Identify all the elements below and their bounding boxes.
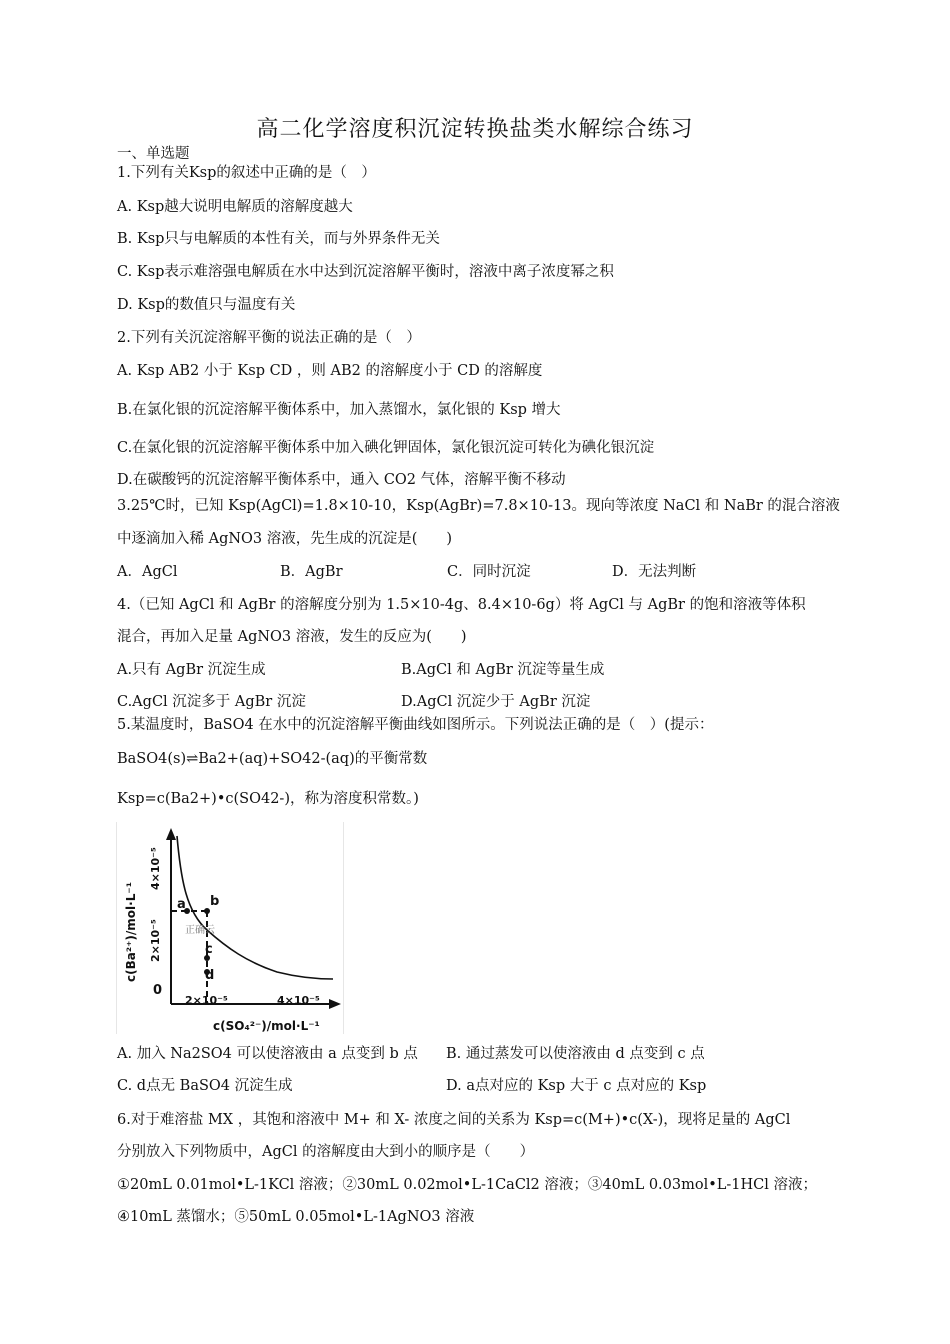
y-axis-label: c(Ba²⁺)/mol·L⁻¹ [124,882,138,982]
q4-option-b: B.AgCl 和 AgBr 沉淀等量生成 [401,662,605,678]
q3-option-b: B．AgBr [280,564,343,580]
q4-option-a: A.只有 AgBr 沉淀生成 [117,662,266,678]
q1-stem: 1.下列有关Ksp的叙述中正确的是（ ） [117,165,376,181]
q2-option-a: A. Ksp AB2 小于 Ksp CD ，则 AB2 的溶解度小于 CD 的溶解度 [117,363,543,379]
q6-stem-line3: ①20mL 0.01mol•L-1KCl 溶液；②30mL 0.02mol•L-1CaCl2 溶液；③40mL 0.03mol•L-1HCl 溶液； [117,1177,818,1193]
q3-stem-line1: 3.25℃时，已知 Ksp(AgCl)=1.8×10-10，Ksp(AgBr)=7.8×10-13。现向等浓度 NaCl 和 NaBr 的混合溶液 [117,498,840,514]
x-tick-2: 4×10⁻⁵ [277,994,320,1007]
q4-stem-line2: 混合，再加入足量 AgNO3 溶液，发生的反应为( ) [117,629,467,645]
q4-option-c: C.AgCl 沉淀多于 AgBr 沉淀 [117,694,306,710]
y-tick-2: 4×10⁻⁵ [149,847,162,890]
q4-option-d: D.AgCl 沉淀少于 AgBr 沉淀 [401,694,591,710]
x-tick-1: 2×10⁻⁵ [185,994,228,1007]
q6-stem-line1: 6.对于难溶盐 MX ，其饱和溶液中 M+ 和 X- 浓度之间的关系为 Ksp=c(M+)•c(X-)，现将足量的 AgCl [117,1112,791,1128]
point-b-label: b [210,894,220,909]
point-d-label: d [205,968,215,983]
section-heading: 一、单选题 [117,146,190,162]
origin-label: 0 [153,983,163,998]
watermark-text: 正确云 [185,925,215,936]
point-a-label: a [177,897,186,912]
y-tick-1: 2×10⁻⁵ [149,919,162,962]
q2-option-d: D.在碳酸钙的沉淀溶解平衡体系中，通入 CO2 气体，溶解平衡不移动 [117,472,566,488]
baso4-solubility-graph [116,822,344,1034]
x-axis-arrow [329,999,341,1009]
q5-option-d: D. a点对应的 Ksp 大于 c 点对应的 Ksp [446,1078,707,1094]
q6-stem-line2: 分别放入下列物质中，AgCl 的溶解度由大到小的顺序是（ ） [117,1144,535,1160]
q3-option-a: A．AgCl [117,564,178,580]
q1-option-d: D. Ksp的数值只与温度有关 [117,297,296,313]
q3-stem-line2: 中逐滴加入稀 AgNO3 溶液，先生成的沉淀是( ) [117,531,453,547]
q2-option-c: C.在氯化银的沉淀溶解平衡体系中加入碘化钾固体，氯化银沉淀可转化为碘化银沉淀 [117,440,655,456]
q5-stem-line1: 5.某温度时，BaSO4 在水中的沉淀溶解平衡曲线如图所示。下列说法正确的是（ ）(提示： [117,717,714,733]
q1-option-c: C. Ksp表示难溶强电解质在水中达到沉淀溶解平衡时，溶液中离子浓度幂之积 [117,264,614,280]
q4-stem-line1: 4.（已知 AgCl 和 AgBr 的溶解度分别为 1.5×10-4g、8.4×10-6g）将 AgCl 与 AgBr 的饱和溶液等体积 [117,597,806,613]
page-title: 高二化学溶度积沉淀转换盐类水解综合练习 [256,117,694,142]
point-c-label: c [205,942,213,957]
y-axis-arrow [166,828,176,840]
q5-option-b: B. 通过蒸发可以使溶液由 d 点变到 c 点 [446,1046,705,1062]
q1-option-b: B. Ksp只与电解质的本性有关，而与外界条件无关 [117,231,440,247]
q6-stem-line4: ④10mL 蒸馏水；⑤50mL 0.05mol•L-1AgNO3 溶液 [117,1209,475,1225]
q5-option-c: C. d点无 BaSO4 沉淀生成 [117,1078,293,1094]
q5-stem-line3: Ksp=c(Ba2+)•c(SO42-)，称为溶度积常数。) [117,791,419,807]
q3-option-c: C．同时沉淀 [447,564,531,580]
q2-option-b: B.在氯化银的沉淀溶解平衡体系中，加入蒸馏水，氯化银的 Ksp 增大 [117,402,561,418]
q3-option-d: D．无法判断 [612,564,697,580]
equilibrium-curve [177,836,333,979]
q5-stem-line2: BaSO4(s)⇌Ba2+(aq)+SO42-(aq)的平衡常数 [117,751,428,767]
q2-stem: 2.下列有关沉淀溶解平衡的说法正确的是（ ） [117,330,421,346]
q1-option-a: A. Ksp越大说明电解质的溶解度越大 [117,199,353,215]
x-axis-label: c(SO₄²⁻)/mol·L⁻¹ [213,1019,320,1033]
q5-option-a: A. 加入 Na2SO4 可以使溶液由 a 点变到 b 点 [117,1046,418,1062]
